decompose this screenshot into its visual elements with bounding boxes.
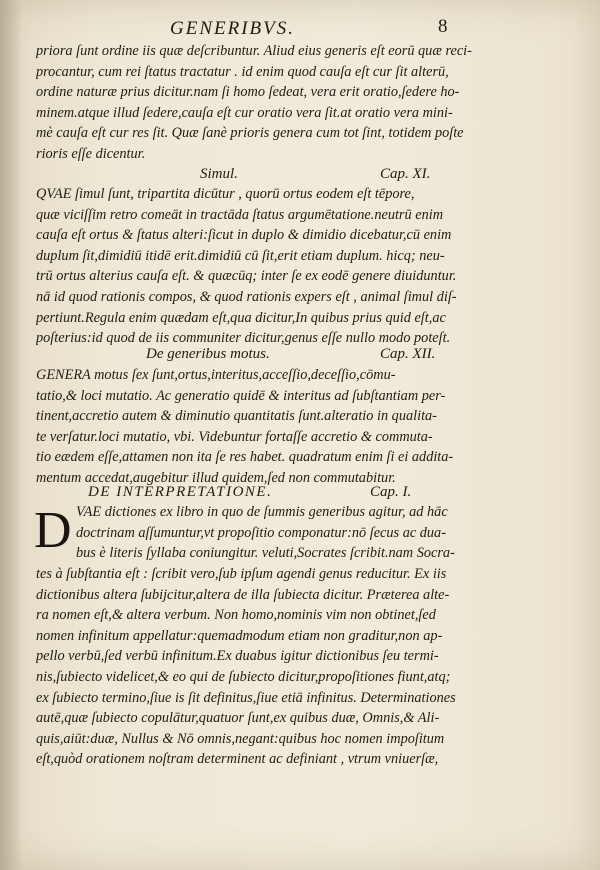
text-line: ex ſubiecto termino,ſiue is ſit definitus,ſiue etiā infinitus. Determinationes xyxy=(36,689,456,706)
text-line: poſterius:id quod de iis communiter dicitur,genus eſſe nullo modo poteſt. xyxy=(36,330,451,347)
text-line: tio eædem eſſe,attamen non ita ſe res habet. quadratum enim ſi ei addita- xyxy=(36,449,454,466)
text-line: doctrinam aſſumuntur,vt propoſitio componatur:nō ſecus ac dua- xyxy=(76,524,446,541)
text-line: mentum accedat,augebitur illud quidem,ſed non commutabitur. xyxy=(36,469,396,486)
paragraph-block-1 xyxy=(36,41,572,165)
section-title-motus: De generibus motus. xyxy=(146,346,270,362)
text-line: minem.atque illud ſedere,cauſa eſt cur oratio vera ſit.at oratio vera mini- xyxy=(36,104,453,121)
text-line: ordine naturæ prius dicitur.nam ſi homo ſedeat, vera erit oratio,ſedere ho- xyxy=(36,84,460,101)
text-line: autē,quæ ſubiecto copulātur,quatuor ſunt,ex quibus duæ, Omnis,& Ali- xyxy=(36,710,440,727)
text-line: quæ viciſſim retro comeāt in tractāda ſtatus argumētatione.neutrū enim xyxy=(36,206,444,223)
text-line: nā id quod rationis compos, & quod rationis expers eſt , animal ſimul diſ- xyxy=(36,288,457,305)
text-line: eſt,quòd orationem noſtram determinent ac definiant , vtrum vniuerſæ, xyxy=(36,751,439,768)
text-line: VAE dictiones ex libro in quo de ſummis generibus agitur, ad hāc xyxy=(76,504,448,520)
text-line: rioris eſſe dicentur. xyxy=(36,145,146,162)
chapter-label-i: Cap. I. xyxy=(370,484,412,500)
text-line: ra nomen eſt,& altera verbum. Non homo,nominis vim non obtinet,ſed xyxy=(36,607,436,624)
text-line: pello verbū,ſed verbū infinitum.Ex duabus igitur dictionibus ſeu termi- xyxy=(36,648,439,665)
text-line: tatio,& loci mutatio. Ac generatio quidē & interitus ad ſubſtantiam per- xyxy=(36,387,446,404)
text-line: pertiunt.Regula enim quædam eſt,qua dicitur,In quibus prius quid eſt,ac xyxy=(36,309,446,326)
running-title: GENERIBVS. xyxy=(170,18,296,39)
chapter-label-xi: Cap. XI. xyxy=(380,166,431,182)
text-line: nis,ſubiecto videlicet,& eo qui de ſubiecto dicitur,propoſitiones fiunt,atq; xyxy=(36,668,451,685)
text-line: tes à ſubſtantia eſt : ſcribit vero,ſub ipſum agendi genus reducitur. Ex iis xyxy=(36,566,447,582)
page-number: 8 xyxy=(438,16,448,37)
drop-cap-initial: D xyxy=(34,502,72,559)
text-line: nomen infinitum appellatur:quemadmodum etiam non graditur,non ap- xyxy=(36,627,443,644)
paragraph-motus xyxy=(36,365,572,489)
text-line: QVAE ſimul ſunt, tripartita dicūtur , quorū ortus eodem eſt tēpore, xyxy=(36,186,415,202)
text-line: tinent,accretio autem & diminutio quantitatis ſunt.alteratio in qualita- xyxy=(36,408,437,425)
text-line: dictionibus altera ſubijcitur,altera de illa ſubiecta dicitur. Præterea alte- xyxy=(36,586,450,603)
chapter-label-xii: Cap. XII. xyxy=(380,346,436,362)
paragraph-simul xyxy=(36,184,572,349)
text-line: duplum ſit,dimidiū itidē erit.dimidiū cū ſit,erit etiam duplum. hicq; neu- xyxy=(36,247,445,264)
text-line: GENERA motus ſex ſunt,ortus,interitus,acceſſio,deceſſio,cōmu- xyxy=(36,367,396,383)
page-gutter-shadow xyxy=(0,0,22,870)
text-line: mè cauſa eſt cur res ſit. Quæ ſanè prioris genera cum tot ſint, totidem poſte xyxy=(36,125,464,142)
text-line: bus è literis ſyllaba coniungitur. veluti,Socrates ſcribit.nam Socra- xyxy=(76,545,455,562)
text-line: procantur, cum rei ſtatus tractatur . id enim quod cauſa eſt cur ſit alterū, xyxy=(36,63,449,80)
paragraph-interpretatione xyxy=(36,564,572,770)
text-line: quis,aiūt:duæ, Nullus & Nō omnis,negant:quibus hoc nomen impoſitum xyxy=(36,730,445,747)
section-title-simul: Simul. xyxy=(200,166,238,182)
text-line: priora ſunt ordine iis quæ deſcribuntur. Aliud eius generis eſt eorū quæ reci- xyxy=(36,43,472,59)
text-line: trū ortus alterius cauſa eſt. & quæcūq; inter ſe ex eodē genere diuiduntur. xyxy=(36,268,457,285)
text-line: te verſatur.loci mutatio, vbi. Videbuntur fortaſſe accretio & commuta- xyxy=(36,428,433,445)
section-title-interpretatione: DE INTERPRETATIONE. xyxy=(88,484,273,500)
paragraph-interpretatione-indented xyxy=(76,502,572,564)
text-line: cauſa eſt ortus & ſtatus alteri:ſicut in duplo & dimidio dicebatur,cū enim xyxy=(36,227,452,244)
